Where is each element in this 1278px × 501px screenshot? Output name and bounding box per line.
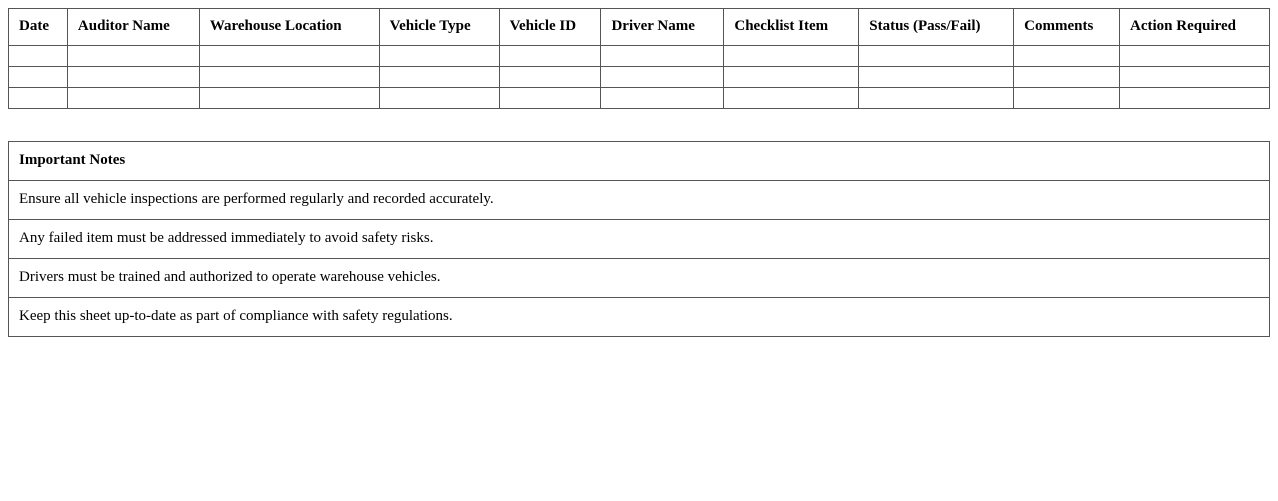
table-cell[interactable] (724, 46, 859, 67)
column-header-driver-name: Driver Name (601, 9, 724, 46)
notes-header-row (9, 142, 1270, 181)
note-row (9, 220, 1270, 259)
table-cell[interactable] (9, 88, 68, 109)
table-row (9, 46, 1270, 67)
table-cell[interactable] (601, 67, 724, 88)
table-header-row (9, 9, 1270, 46)
table-cell[interactable] (199, 88, 379, 109)
table-cell[interactable] (67, 67, 199, 88)
table-cell[interactable] (379, 46, 499, 67)
table-row (9, 67, 1270, 88)
note-item: Keep this sheet up-to-date as part of compliance with safety regulations. (9, 298, 1270, 337)
table-cell[interactable] (1120, 67, 1270, 88)
table-cell[interactable] (499, 46, 601, 67)
table-cell[interactable] (1120, 46, 1270, 67)
table-cell[interactable] (1014, 46, 1120, 67)
table-cell[interactable] (1014, 67, 1120, 88)
table-cell[interactable] (601, 46, 724, 67)
vehicle-audit-table (8, 8, 1270, 109)
table-cell[interactable] (67, 88, 199, 109)
table-cell[interactable] (499, 67, 601, 88)
table-cell[interactable] (601, 88, 724, 109)
table-cell[interactable] (9, 67, 68, 88)
table-cell[interactable] (379, 67, 499, 88)
notes-title: Important Notes (9, 142, 1270, 181)
table-cell[interactable] (859, 67, 1014, 88)
column-header-status: Status (Pass/Fail) (859, 9, 1014, 46)
note-row (9, 181, 1270, 220)
table-cell[interactable] (199, 67, 379, 88)
table-cell[interactable] (724, 67, 859, 88)
column-header-warehouse-location: Warehouse Location (199, 9, 379, 46)
table-cell[interactable] (1120, 88, 1270, 109)
column-header-vehicle-type: Vehicle Type (379, 9, 499, 46)
column-header-vehicle-id: Vehicle ID (499, 9, 601, 46)
column-header-auditor-name: Auditor Name (67, 9, 199, 46)
table-cell[interactable] (499, 88, 601, 109)
table-cell[interactable] (859, 88, 1014, 109)
table-cell[interactable] (67, 46, 199, 67)
table-cell[interactable] (859, 46, 1014, 67)
column-header-date: Date (9, 9, 68, 46)
important-notes-table (8, 141, 1270, 337)
column-header-checklist-item: Checklist Item (724, 9, 859, 46)
table-row (9, 88, 1270, 109)
note-row (9, 259, 1270, 298)
note-row (9, 298, 1270, 337)
column-header-action-required: Action Required (1120, 9, 1270, 46)
table-cell[interactable] (379, 88, 499, 109)
table-cell[interactable] (9, 46, 68, 67)
note-item: Drivers must be trained and authorized to operate warehouse vehicles. (9, 259, 1270, 298)
table-cell[interactable] (1014, 88, 1120, 109)
table-cell[interactable] (724, 88, 859, 109)
column-header-comments: Comments (1014, 9, 1120, 46)
table-cell[interactable] (199, 46, 379, 67)
note-item: Any failed item must be addressed immediately to avoid safety risks. (9, 220, 1270, 259)
note-item: Ensure all vehicle inspections are performed regularly and recorded accurately. (9, 181, 1270, 220)
